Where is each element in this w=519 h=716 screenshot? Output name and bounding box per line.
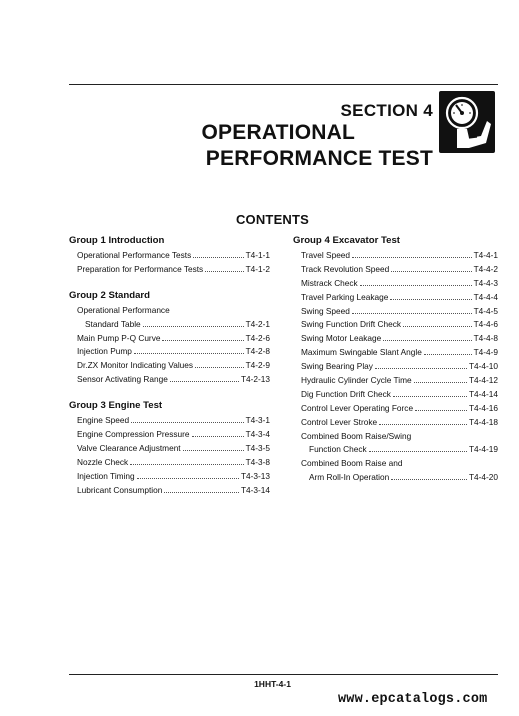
group-title: Group 1 Introduction xyxy=(69,235,165,246)
toc-item[interactable]: Engine Speed T4-3-1 xyxy=(77,415,270,426)
toc-item[interactable]: Swing Bearing Play T4-4-10 xyxy=(301,361,498,372)
toc-item[interactable]: Engine Compression Pressure T4-3-4 xyxy=(77,429,270,440)
section-title-line-2: PERFORMANCE TEST xyxy=(205,147,433,170)
toc-item[interactable]: Injection Pump T4-2-8 xyxy=(77,346,270,357)
toc-item[interactable]: Track Revolution Speed T4-4-2 xyxy=(301,263,498,274)
toc-item[interactable]: Dig Function Drift Check T4-4-14 xyxy=(301,388,498,399)
toc-item[interactable]: Function Check T4-4-19 xyxy=(309,444,498,455)
toc-item[interactable]: Nozzle Check T4-3-8 xyxy=(77,456,270,467)
toc-item[interactable]: Dr.ZX Monitor Indicating Values T4-2-9 xyxy=(77,360,270,371)
toc-item[interactable]: Operational Performance Tests T4-1-1 xyxy=(77,250,270,260)
toc-item[interactable]: Combined Boom Raise/Swing xyxy=(301,430,412,441)
top-rule xyxy=(69,84,498,85)
toc-item[interactable]: Standard Table T4-2-1 xyxy=(85,318,270,329)
toc-item[interactable]: Valve Clearance Adjustment T4-3-5 xyxy=(77,442,270,453)
section-title-line-1: OPERATIONAL xyxy=(201,121,355,144)
toc-item[interactable]: Sensor Activating Range T4-2-13 xyxy=(77,374,270,385)
toc-item[interactable]: Travel Parking Leakage T4-4-4 xyxy=(301,291,498,302)
toc-item[interactable]: Swing Speed T4-4-5 xyxy=(301,305,498,316)
watermark: www.epcatalogs.com xyxy=(338,692,488,707)
group-title: Group 2 Standard xyxy=(69,289,151,301)
toc-item[interactable]: Operational Performance xyxy=(77,304,170,315)
toc-item[interactable]: Injection Timing T4-3-13 xyxy=(77,470,270,481)
toc-item[interactable]: Mistrack Check T4-4-3 xyxy=(301,277,498,288)
page-number: 1HHT-4-1 xyxy=(254,679,291,689)
toc-item[interactable]: Swing Motor Leakage T4-4-8 xyxy=(301,333,498,344)
toc-item[interactable]: Hydraulic Cylinder Cycle Time T4-4-12 xyxy=(301,375,498,386)
toc-item[interactable]: Maximum Swingable Slant Angle T4-4-9 xyxy=(301,347,498,358)
bottom-rule xyxy=(69,674,498,675)
group-title: Group 3 Engine Test xyxy=(69,400,163,412)
toc-right-column xyxy=(293,234,498,485)
toc-item[interactable]: Control Lever Stroke T4-4-18 xyxy=(301,416,498,427)
section-label: SECTION 4 xyxy=(340,101,433,120)
toc-item[interactable]: Preparation for Performance Tests T4-1-2 xyxy=(77,263,270,274)
toc-left-column xyxy=(69,234,270,497)
toc-item[interactable]: Arm Roll-In Operation T4-4-20 xyxy=(309,472,498,483)
toc-item[interactable]: Swing Function Drift Check T4-4-6 xyxy=(301,319,498,330)
toc-item[interactable]: Main Pump P-Q Curve T4-2-6 xyxy=(77,332,270,343)
toc-item[interactable]: Combined Boom Raise and xyxy=(301,458,403,469)
toc-item[interactable]: Lubricant Consumption T4-3-14 xyxy=(77,484,270,495)
pressure-gauge-icon xyxy=(439,91,495,153)
group-title: Group 4 Excavator Test xyxy=(293,235,400,246)
toc-item[interactable]: Control Lever Operating Force T4-4-16 xyxy=(301,402,498,413)
contents-heading: CONTENTS xyxy=(235,212,310,227)
toc-item[interactable]: Travel Speed T4-4-1 xyxy=(301,250,498,260)
